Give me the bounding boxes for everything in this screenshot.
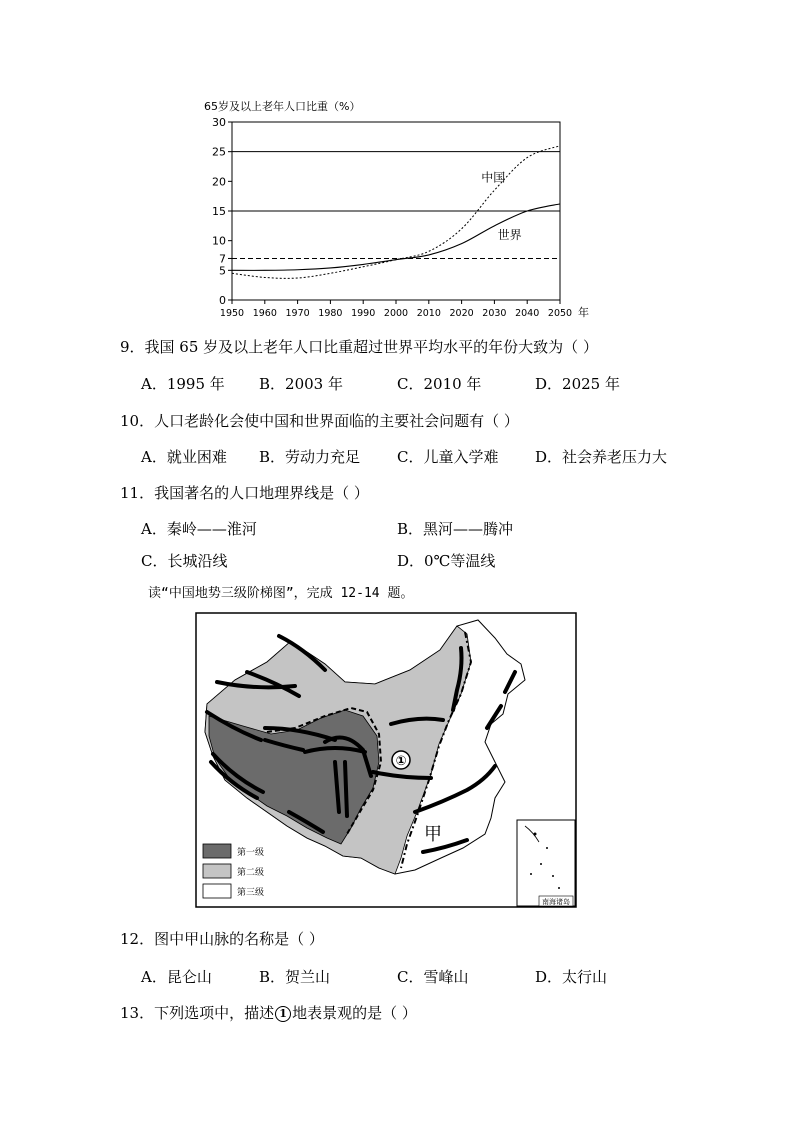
y-tick-label-0: 0 xyxy=(219,294,226,307)
q9-option-b[interactable]: B．2003 年 xyxy=(259,375,343,393)
q10-option-b[interactable]: B．劳动力充足 xyxy=(259,448,361,466)
question-13-stem xyxy=(120,1002,417,1023)
y-tick-label-7: 7 xyxy=(219,252,226,266)
y-tick-label-30: 30 xyxy=(212,116,226,129)
q12-option-a[interactable]: A．昆仑山 xyxy=(141,968,212,986)
q10-option-d[interactable]: D．社会养老压力大 xyxy=(535,448,668,466)
x-tick-label-1970: 1970 xyxy=(285,308,310,319)
q13-stem-before: 13．下列选项中，描述 xyxy=(120,1004,275,1022)
china-terrain-map xyxy=(195,612,577,908)
legend-swatch-level2 xyxy=(203,864,231,878)
x-tick-label-2020: 2020 xyxy=(449,308,474,319)
legend-swatch-level3 xyxy=(203,884,231,898)
q9-option-c[interactable]: C．2010 年 xyxy=(397,375,482,393)
y-tick-label-10: 10 xyxy=(212,234,226,248)
south-sea-inset xyxy=(517,820,575,906)
y-tick-label-20: 20 xyxy=(212,175,226,189)
series-label-world: 世界 xyxy=(497,227,522,242)
q9-option-a[interactable]: A．1995 年 xyxy=(141,375,225,393)
marker-1-label: ① xyxy=(395,754,407,769)
q11-option-d[interactable]: D．0℃等温线 xyxy=(397,552,496,570)
question-10-stem: 10．人口老龄化会使中国和世界面临的主要社会问题有（ ） xyxy=(120,412,519,430)
question-9-stem: 9．我国 65 岁及以上老年人口比重超过世界平均水平的年份大致为（ ） xyxy=(120,338,598,356)
question-12-stem: 12．图中甲山脉的名称是（ ） xyxy=(120,930,324,948)
q13-circled-marker: 1 xyxy=(275,1006,291,1022)
x-unit-label: 年 xyxy=(578,306,589,319)
q12-option-d[interactable]: D．太行山 xyxy=(535,968,608,986)
marker-jia-label: 甲 xyxy=(424,824,442,845)
x-tick-label-2000: 2000 xyxy=(383,308,409,319)
q10-option-c[interactable]: C．儿童入学难 xyxy=(397,448,499,466)
inset-label: 南海诸岛 xyxy=(542,898,570,906)
q11-option-a[interactable]: A．秦岭——淮河 xyxy=(141,520,257,538)
instruction-text: 读“中国地势三级阶梯图”，完成 12-14 题。 xyxy=(148,586,414,601)
terrain-steps-map xyxy=(195,612,577,908)
legend-label-level2: 第二级 xyxy=(237,868,265,878)
q12-option-b[interactable]: B．贺兰山 xyxy=(259,968,331,986)
legend-label-level3: 第三级 xyxy=(237,888,265,898)
x-tick-label-2030: 2030 xyxy=(482,308,507,319)
aging-chart xyxy=(190,92,610,322)
x-tick-label-1990: 1990 xyxy=(351,308,376,319)
q9-option-d[interactable]: D．2025 年 xyxy=(535,375,620,393)
y-tick-label-25: 25 xyxy=(212,145,226,159)
q11-option-c[interactable]: C．长城沿线 xyxy=(141,552,228,570)
x-tick-label-1980: 1980 xyxy=(318,308,343,319)
x-tick-label-1960: 1960 xyxy=(252,308,277,319)
x-tick-label-2010: 2010 xyxy=(416,308,441,319)
question-11-stem: 11．我国著名的人口地理界线是（ ） xyxy=(120,484,369,502)
q10-option-a[interactable]: A．就业困难 xyxy=(141,448,227,466)
x-tick-label-1950: 1950 xyxy=(219,308,245,319)
y-tick-label-15: 15 xyxy=(212,205,226,218)
series-label-china: 中国 xyxy=(481,170,506,185)
x-tick-label-2040: 2040 xyxy=(515,308,540,319)
q12-option-c[interactable]: C．雪峰山 xyxy=(397,968,469,986)
q11-option-b[interactable]: B．黑河——腾冲 xyxy=(397,520,514,538)
legend-label-level1: 第一级 xyxy=(237,848,265,858)
x-tick-label-2050: 2050 xyxy=(547,308,573,319)
chart-title: 65岁及以上老年人口比重（%） xyxy=(204,100,361,113)
aging-line-chart xyxy=(190,92,610,322)
y-tick-label-5: 5 xyxy=(219,264,226,278)
q13-stem-after: 地表景观的是（ ） xyxy=(292,1004,417,1022)
legend-swatch-level1 xyxy=(203,844,231,858)
